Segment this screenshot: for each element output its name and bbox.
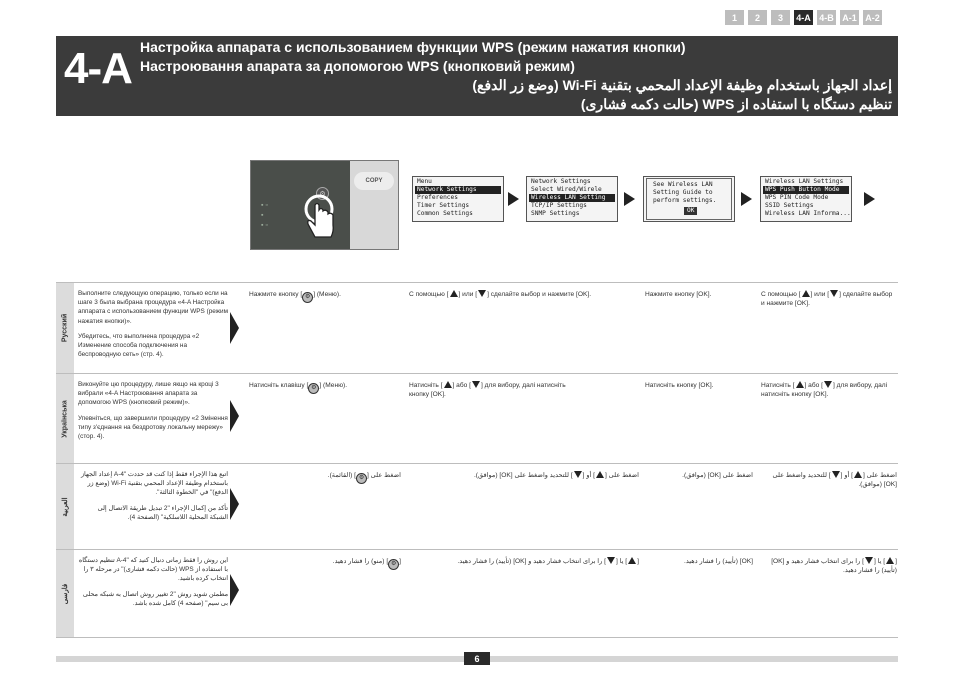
- triangle-down-icon: [830, 290, 838, 297]
- triangle-up-icon: [802, 290, 810, 297]
- panel-leds-icon: ▪ ▫ ▪ ▪ ▫: [261, 202, 268, 229]
- title-persian: تنظیم دستگاه با استفاده از WPS (حالت دکمه فشاری): [580, 96, 892, 112]
- lcd-line: SNMP Settings: [531, 210, 580, 217]
- step-text: ] یا [: [873, 558, 886, 565]
- triangle-up-icon: [628, 557, 636, 564]
- lcd-line: Common Settings: [417, 210, 473, 217]
- step-text: Нажмите кнопку [: [249, 291, 303, 298]
- step-4: [761, 471, 897, 489]
- lcd-screen-network-settings: [526, 176, 618, 222]
- triangle-up-icon: [596, 471, 604, 478]
- step-1: [249, 471, 401, 484]
- step-text: ] یا [: [615, 558, 628, 565]
- step-arrow-icon: [230, 574, 239, 606]
- lang-label: Русский: [61, 313, 69, 343]
- menu-gear-icon: ⚙: [388, 559, 399, 570]
- step-text: [: [637, 558, 639, 565]
- lcd-screen-guide: [643, 176, 735, 222]
- lcd-line-selected: WPS Push Button Mode: [763, 186, 849, 194]
- lcd-line: Setting Guide to: [653, 189, 713, 196]
- menu-gear-icon: ⚙: [356, 473, 367, 484]
- menu-gear-icon: ⚙: [302, 292, 313, 303]
- title-ukrainian: Настроювання апарата за допомогою WPS (кнопковий режим): [140, 58, 575, 74]
- section-id: 4-A: [64, 44, 132, 93]
- intro-prerequisite: Убедитесь, что выполнена процедура «2 Изменение способа подключения на беспроводную сеть» (стр. 4).: [78, 332, 200, 359]
- step-text: ] (منو) را فشار دهید.: [332, 558, 389, 565]
- lcd-line: Network Settings: [531, 178, 591, 185]
- step-text: ] أو [: [840, 472, 854, 479]
- lcd-line-selected: Network Settings: [415, 186, 501, 194]
- step-text: ] را برای انتخاب فشار دهید و [OK] (تأیید) را فشار دهید.: [457, 558, 606, 565]
- nav-tab-a1[interactable]: A-1: [840, 10, 859, 25]
- section-ukrainian: [56, 373, 898, 463]
- nav-tab-1[interactable]: 1: [725, 10, 744, 25]
- lcd-line: See Wireless LAN: [653, 181, 713, 188]
- step-text: ] (Меню).: [313, 291, 341, 298]
- title-arabic: إعداد الجهاز باستخدام وظيفة الإعداد المحمي بتقنية Wi-Fi (وضع زر الدفع): [472, 77, 892, 93]
- nav-tab-2[interactable]: 2: [748, 10, 767, 25]
- step-3: اضغط على [OK] (موافق).: [682, 472, 753, 479]
- intro-prerequisite: تأكد من إكمال الإجراء "2 تبديل طريقة الاتصال إلى الشبكة المحلية اللاسلكية" (الصفحة 4).: [97, 504, 228, 521]
- procedure-illustration: [250, 160, 898, 250]
- lcd-line: Select Wired/Wirele: [531, 186, 602, 193]
- triangle-up-icon: [796, 381, 804, 388]
- lcd-line: Timer Settings: [417, 202, 470, 209]
- next-arrow-icon: [624, 192, 635, 206]
- lang-tab: [56, 464, 74, 549]
- step-text: ] або [: [452, 382, 471, 389]
- step-2: [409, 381, 569, 399]
- step-4: [761, 290, 896, 308]
- lcd-line: Wireless LAN Settings: [765, 178, 844, 185]
- step-text: ] للتحديد واضغط على [OK] (موافق).: [473, 472, 573, 479]
- step-2: [409, 471, 639, 480]
- nav-tab-3[interactable]: 3: [771, 10, 790, 25]
- triangle-down-icon: [607, 557, 615, 564]
- step-text: Натисніть клавішу [: [249, 382, 309, 389]
- step-text: С помощью [: [409, 291, 449, 298]
- lcd-line: SSID Settings: [765, 202, 814, 209]
- intro-text: [78, 470, 228, 528]
- step-text: اضغط على [: [367, 472, 401, 479]
- step-text: ] للتحديد واضغط على [OK] (موافق).: [772, 472, 897, 488]
- step-3: [OK] (تأیید) را فشار دهید.: [684, 558, 753, 565]
- lang-label: فارسی: [62, 583, 69, 604]
- nav-tab-a2[interactable]: A-2: [863, 10, 882, 25]
- triangle-up-icon: [450, 290, 458, 297]
- step-1: [249, 381, 399, 394]
- lcd-line: TCP/IP Settings: [531, 202, 587, 209]
- lcd-line: Preferences: [417, 194, 458, 201]
- menu-gear-icon: ⚙: [308, 383, 319, 394]
- intro-condition: Выполните следующую операцию, только если на шаге 3 была выбрана процедура «4-A Настройка аппарата с использованием функции WPS (режим нажатия кнопки)».: [78, 290, 228, 325]
- next-arrow-icon: [864, 192, 875, 206]
- step-text: اضغط على [: [863, 472, 897, 479]
- lcd-screen-wireless-lan: [760, 176, 852, 222]
- step-text: ] для вибору, далі натисніть кнопку [OK].: [409, 382, 566, 398]
- section-nav: [725, 10, 882, 25]
- lcd-screen-menu: [412, 176, 504, 222]
- triangle-down-icon: [472, 381, 480, 388]
- lcd-line: Wireless LAN Informa...: [765, 210, 851, 217]
- lcd-line-selected: Wireless LAN Setting: [529, 194, 615, 202]
- intro-condition: اتبع هذا الإجراء فقط إذا كنت قد حددت "4-A إعداد الجهاز باستخدام وظيفة الإعداد المحمي بتقنية Wi-Fi (وضع زر الدفع)" في "الخطوة الثالثة".: [80, 471, 228, 497]
- step-3: Нажмите кнопку [OK].: [645, 291, 712, 298]
- triangle-down-icon: [478, 290, 486, 297]
- instruction-table: [56, 282, 898, 638]
- step-text: ] або [: [804, 382, 823, 389]
- intro-condition: Виконуйте цю процедуру, лише якщо на кроці 3 вибрали «4-A Настроювання апарата за допомогою WPS (кнопковий режим)».: [78, 381, 219, 407]
- step-4: [761, 381, 896, 399]
- section-russian: [56, 282, 898, 373]
- intro-text: [78, 289, 228, 365]
- step-text: [: [399, 558, 401, 565]
- step-text: ] или [: [458, 291, 478, 298]
- lang-tab: [56, 283, 74, 373]
- section-persian: [56, 549, 898, 638]
- step-text: ] для вибору, далі натисніть кнопку [OK].: [761, 382, 888, 398]
- step-text: ] (Меню).: [319, 382, 348, 389]
- lang-tab: [56, 374, 74, 463]
- step-text: ] را برای انتخاب فشار دهید و [OK] (تأیید) را فشار دهید.: [771, 558, 897, 574]
- printer-panel-image: [250, 160, 399, 250]
- lcd-line: perform settings.: [653, 197, 717, 204]
- step-text: ] или [: [810, 291, 830, 298]
- step-text: ] أو [: [582, 472, 596, 479]
- lcd-line: Menu: [417, 178, 432, 185]
- step-arrow-icon: [230, 488, 239, 520]
- step-arrow-icon: [230, 400, 239, 432]
- step-text: С помощью [: [761, 291, 801, 298]
- menu-button-icon: ⚙: [316, 187, 329, 200]
- step-1: [249, 557, 401, 570]
- step-text: اضغط على [: [605, 472, 639, 479]
- pressing-finger-icon: [301, 191, 339, 243]
- step-1: [249, 290, 399, 303]
- step-text: [: [895, 558, 897, 565]
- step-3: Натисніть кнопку [OK].: [645, 382, 714, 389]
- triangle-down-icon: [574, 471, 582, 478]
- page-number: 6: [464, 652, 490, 665]
- section-header: [56, 36, 898, 116]
- intro-text: [78, 556, 228, 614]
- intro-condition: این روش را فقط زمانی دنبال کنید که "4-A تنظیم دستگاه با استفاده از WPS (حالت دکمه فشاری)" در مرحله ۳ را انتخاب کرده باشید.: [78, 557, 228, 583]
- nav-tab-4b[interactable]: 4-B: [817, 10, 836, 25]
- lang-label: العربية: [62, 496, 69, 517]
- triangle-down-icon: [824, 381, 832, 388]
- step-text: ] (القائمة).: [327, 472, 357, 479]
- step-text: ] сделайте выбор и нажмите [OK].: [487, 291, 592, 298]
- triangle-up-icon: [444, 381, 452, 388]
- step-2: [409, 290, 634, 299]
- intro-text: [78, 380, 228, 447]
- triangle-down-icon: [832, 471, 840, 478]
- lcd-ok-button: OK: [684, 207, 697, 215]
- step-text: Натисніть [: [761, 382, 795, 389]
- lang-tab: [56, 550, 74, 637]
- step-text: ] сделайте выбор и нажмите [OK].: [761, 291, 893, 307]
- step-text: Натисніть [: [409, 382, 443, 389]
- title-russian: Настройка аппарата с использованием функции WPS (режим нажатия кнопки): [140, 39, 686, 55]
- step-2: [409, 557, 639, 566]
- step-arrow-icon: [230, 312, 239, 344]
- section-arabic: [56, 463, 898, 549]
- lang-label: Українська: [61, 399, 69, 438]
- next-arrow-icon: [741, 192, 752, 206]
- triangle-up-icon: [854, 471, 862, 478]
- step-4: [761, 557, 897, 575]
- triangle-down-icon: [865, 557, 873, 564]
- intro-prerequisite: مطمئن شوید روش "2 تغییر روش اتصال به شبکه محلی بی سیم" (صفحه 4) کامل شده باشد.: [82, 590, 228, 607]
- triangle-up-icon: [886, 557, 894, 564]
- nav-tab-4a[interactable]: 4-A: [794, 10, 813, 25]
- lcd-line: WPS PIN Code Mode: [765, 194, 829, 201]
- intro-prerequisite: Упевніться, що завершили процедуру «2 Змінення типу з'єднання на бездротову локальну мережу» (стор. 4).: [78, 414, 228, 441]
- next-arrow-icon: [508, 192, 519, 206]
- copy-button: COPY: [354, 172, 394, 190]
